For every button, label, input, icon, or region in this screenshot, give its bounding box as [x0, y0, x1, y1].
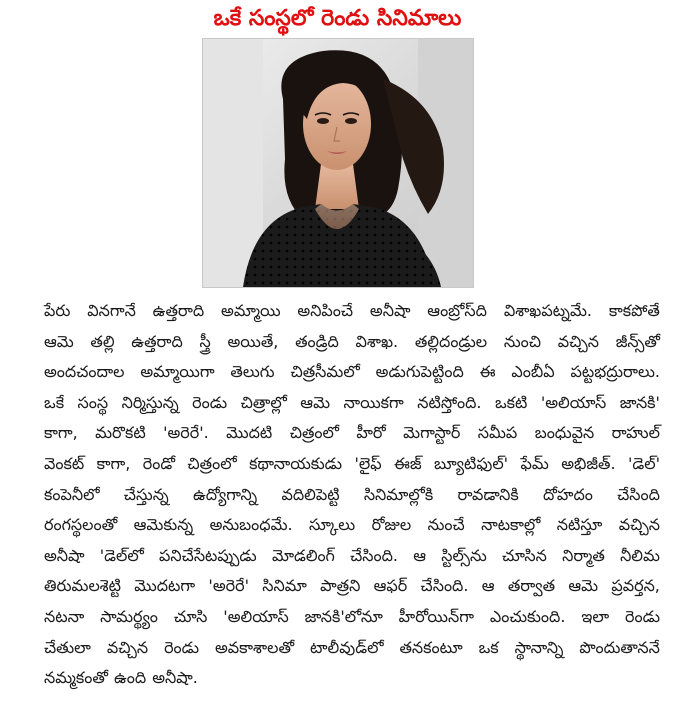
article-word: మొదటి [226, 423, 273, 443]
article-word: అనీషా [369, 301, 411, 320]
article-line [44, 388, 660, 419]
article-line [44, 602, 660, 633]
article-word: అడుగుపెట్టింది [375, 362, 464, 382]
article-word: జానకి'లోనూ [304, 606, 383, 626]
article-word: ఆమె [44, 331, 74, 351]
article-word: స్త్రీ [199, 331, 211, 351]
article-word: నిర్మిస్తున్న [121, 392, 179, 412]
article-word: ఉద్యోగాన్ని [192, 484, 258, 504]
article-word: నిర్మాత [562, 545, 605, 565]
article-word: ఈజ్ [393, 453, 422, 473]
article-word: చూసిన [502, 545, 547, 565]
article-word: చిత్రంలో [289, 423, 339, 443]
article-word: ఆమె [300, 392, 330, 412]
article-word: ఉత్తరాది [152, 301, 205, 320]
article-word: తల్లిదండ్రుల [414, 331, 488, 351]
article-word: జానకి' [619, 392, 660, 412]
article-word: విశాఖ. [355, 331, 399, 351]
article-word: ఫేమ్ [520, 453, 549, 473]
article-line [44, 327, 660, 358]
article-word: ఒక [478, 637, 499, 657]
article-word: తిరుమలశెట్టి [44, 576, 121, 596]
article-word: మరొకటి [95, 423, 146, 443]
article-word: 'డెల్‌లో [99, 545, 144, 565]
article-word: బంధువైన [534, 423, 595, 443]
article-word: చిత్రసీమలో [290, 362, 360, 382]
article-word: రెండు [625, 606, 660, 626]
article-word: వచ్చిన [618, 515, 660, 535]
article-line [44, 418, 660, 449]
article-word: చూసి [173, 606, 208, 626]
article-word: కంపెనీలో [44, 484, 100, 504]
article-word: సామర్థ్యం [100, 606, 158, 626]
article-word: రెండు [164, 637, 200, 657]
article-word: ప్రవర్తన, [611, 576, 660, 596]
article-line [44, 449, 660, 480]
article-word: కథానాయకుడు [249, 453, 343, 473]
article-word: ఈ [479, 362, 496, 382]
article-word: సినిమాల్లోకి [363, 484, 434, 504]
article-word: జీన్స్‌తో [615, 331, 660, 351]
article-word: ఆమె [568, 576, 599, 596]
article-word: నటిస్తోంది. [417, 392, 482, 412]
article-word: అందచందాల [44, 362, 125, 382]
article-word: రెండు [192, 392, 228, 412]
article-word: తనకంటూ [399, 637, 463, 657]
article-word: అనీషా [44, 545, 85, 565]
article-word: ఒకే [44, 392, 65, 412]
article-word: ఆఫర్ [373, 576, 408, 596]
article-word: చేస్తున్న [123, 484, 169, 504]
article-line [44, 480, 660, 511]
article-word: హీరో [356, 423, 386, 443]
article-word: నమ్మకంతో [44, 668, 109, 688]
article-word: వచ్చిన [557, 331, 599, 351]
article-word: ఇలా [581, 606, 610, 626]
article-word: చేతులా [44, 637, 91, 657]
article-word: ఉత్తరాది [131, 331, 183, 351]
article-word: రోజుల [371, 515, 412, 535]
article-word: స్కూలు [308, 515, 356, 535]
article-line [44, 357, 660, 388]
article-word: చిత్రంలో [187, 453, 237, 473]
article-line [44, 663, 660, 694]
article-word: హీరోయిన్‌గా [398, 606, 474, 626]
article-line [44, 571, 660, 602]
article-word: మోడలింగ్ [271, 545, 335, 565]
article-word: ఎంచుకుంది. [489, 606, 566, 626]
article-word: కాగా, [96, 453, 131, 473]
article-word: పాత్రని [320, 576, 361, 596]
article-word: ఒకటి [494, 392, 528, 412]
article-word: రావడానికి [457, 484, 519, 504]
article-body [44, 296, 660, 694]
article-word: 'లైఫ్ [354, 453, 382, 473]
article-word: తర్వాత [507, 576, 556, 596]
article-word: చేసింది. [420, 576, 469, 596]
article-word: చిత్రాల్లో [240, 392, 287, 412]
article-word: తల్లి [90, 331, 115, 351]
article-word: నాటకాల్లో [481, 515, 541, 535]
article-word: స్థానాన్ని [514, 637, 564, 657]
article-word: తెలుగు [230, 362, 275, 382]
article-word: నటనా [44, 606, 85, 626]
article-word: రంగస్థలంతో [44, 515, 118, 535]
article-word: నటిస్తూ [556, 515, 603, 535]
article-word: 'డెల్' [628, 453, 660, 473]
article-word: దోహదం [543, 484, 593, 504]
article-word: 'అలియాస్ [223, 606, 289, 626]
article-line [44, 633, 660, 664]
article-word: సమీప [477, 423, 518, 443]
article-word: అయితే, [227, 331, 279, 351]
article-word: నాయికగా [343, 392, 404, 412]
article-word: విశాఖపట్నమే. [503, 301, 592, 320]
article-line [44, 296, 660, 327]
article-headline: ఒకే సంస్థలో రెండు సినిమాలు [213, 6, 462, 31]
article-word: నుంచి [503, 331, 541, 351]
article-word: ఆ [413, 545, 427, 565]
portrait-photo [202, 38, 474, 288]
article-word: రాహుల్ [611, 423, 660, 443]
article-word: నుంచే [427, 515, 465, 535]
article-word: వదిలిపెట్టి [281, 484, 340, 504]
article-line [44, 541, 660, 572]
article-word: సంస్థ [77, 392, 109, 412]
article-word: అమ్మాయిగా [140, 362, 215, 382]
article-word: అనిపించే [297, 301, 354, 320]
article-word: వెంకట్ [44, 453, 85, 473]
article-word: వచ్చిన [106, 637, 149, 657]
article-word: చేసింది [617, 484, 660, 504]
article-word: రెండో [142, 453, 175, 473]
article-word: కాగా, [44, 423, 78, 443]
article-word: పేరు [44, 301, 71, 320]
article-word: 'అలియాస్ [540, 392, 607, 412]
article-word: అభిజీత్. [561, 453, 616, 473]
article-word: అనీషా. [152, 668, 198, 688]
article-word: ఆ [481, 576, 495, 596]
article-word: ఎంబీఏ [511, 362, 555, 382]
article-word: కాకపోతే [608, 301, 660, 320]
article-word: అమ్మాయి [221, 301, 281, 320]
article-word: మెగాస్టార్ [403, 423, 461, 443]
article-word: వినగానే [87, 301, 136, 320]
article-word: టాలీవుడ్‌లో [310, 637, 384, 657]
article-word: చేసింది. [350, 545, 399, 565]
article-word: స్టిల్స్‌ను [441, 545, 487, 565]
article-word: అనుబంధమే. [209, 515, 293, 535]
article-word: నీలిమ [620, 545, 660, 565]
article-word: 'అరెరే'. [163, 423, 209, 443]
article-word: 'అరెరే' [208, 576, 249, 596]
article-word: ఆమెకున్న [133, 515, 194, 535]
article-word: పొందుతాననే [579, 637, 660, 657]
article-word: బ్యూటిఫుల్' [434, 453, 509, 473]
article-word: సినిమా [262, 576, 307, 596]
article-word: తండ్రిది [295, 331, 339, 351]
article-word: పనిచేసేటప్పుడు [159, 545, 257, 565]
article-word: ఆంబ్రోస్‌ది [427, 301, 487, 320]
article-word: అవకాశాలతో [214, 637, 295, 657]
article-word: ఉంది [114, 668, 147, 688]
article-word: పట్టభద్రురాలు. [570, 362, 660, 382]
article-word: మొదటగా [134, 576, 196, 596]
article-line [44, 510, 660, 541]
